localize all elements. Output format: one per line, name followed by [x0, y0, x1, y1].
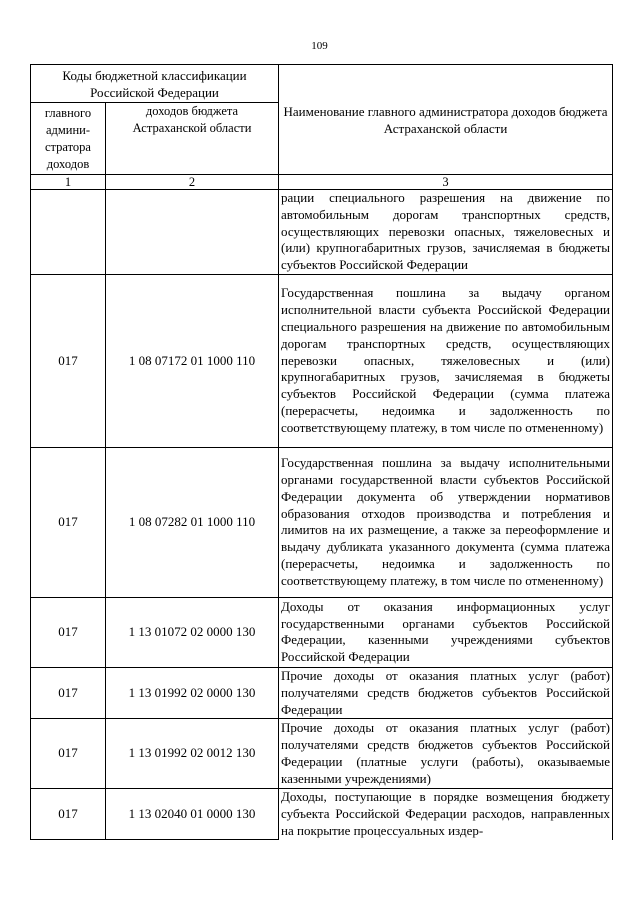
table-row — [31, 789, 613, 840]
column-number: 3 — [279, 175, 613, 190]
income-code-cell: 1 13 01072 02 0000 130 — [106, 597, 279, 667]
description-cell: Государственная пошлина за выдачу органом исполнительной власти субъекта Российской Федерации специального разрешения на движение по автомобильным дорогам транспортных средств, осуществляющих перевозки опасных, тяжеловесных и (или) крупногабаритных грузов, зачисляемая в бюджеты субъектов Российской Федерации (сумма платежа (перерасчеты, недоимка и задолженность по соответствующему платежу, в том числе по отмененному) — [279, 274, 613, 447]
description-cell: Доходы, поступающие в порядке возмещения бюджету субъекта Российской Федерации расходов, направленных на покрытие процессуальных издер- — [279, 789, 613, 840]
table-row — [31, 274, 613, 447]
description-cell: Государственная пошлина за выдачу исполнительными органами государственной власти субъектов Российской Федерации документа об утверждении нормативов образования отходов производства и потребления и лимитов на их размещение, а также за переоформление и выдачу дубликата указанного документа (сумма платежа (перерасчеты, недоимка и задолженность по соответствующему платежу, в том числе по отмененному) — [279, 447, 613, 597]
admin-code-cell: 017 — [31, 597, 106, 667]
description-cell: Прочие доходы от оказания платных услуг (работ) получателями средств бюджетов субъектов Российской Федерации (платные услуги (работы), оказываемые казенными учреждениями) — [279, 719, 613, 789]
admin-code-cell: 017 — [31, 719, 106, 789]
description-cell: Прочие доходы от оказания платных услуг (работ) получателями средств бюджетов субъектов Российской Федерации — [279, 667, 613, 718]
admin-code-cell: 017 — [31, 789, 106, 840]
income-code-cell: 1 08 07282 01 1000 110 — [106, 447, 279, 597]
table-row — [31, 667, 613, 718]
table-row — [31, 190, 613, 275]
description-cell: Доходы от оказания информационных услуг государственными органами субъектов Российской Федерации, казенными учреждениями субъектов Российской Федерации — [279, 597, 613, 667]
header-income-code: доходов бюджета Астраханской области — [106, 103, 279, 175]
admin-code-cell — [31, 190, 106, 275]
admin-code-cell: 017 — [31, 667, 106, 718]
header-main-administrator: главного админи-стратора доходов — [31, 103, 106, 175]
column-number: 1 — [31, 175, 106, 190]
income-code-cell: 1 13 01992 02 0000 130 — [106, 667, 279, 718]
admin-code-cell: 017 — [31, 447, 106, 597]
header-codes-group: Коды бюджетной классификации Российской Федерации — [31, 65, 279, 103]
column-number: 2 — [106, 175, 279, 190]
table-row — [31, 597, 613, 667]
header-administrator-name: Наименование главного администратора доходов бюджета Астраханской области — [279, 65, 613, 175]
income-code-cell — [106, 190, 279, 275]
income-code-cell: 1 13 02040 01 0000 130 — [106, 789, 279, 840]
page-number: 109 — [311, 40, 328, 52]
description-cell: рации специального разрешения на движение по автомобильным дорогам транспортных средств, осуществляющих перевозки опасных, тяжеловесных и (или) крупногабаритных грузов, зачисляемая в бюджеты субъектов Российской Федерации — [279, 190, 613, 275]
table-row — [31, 447, 613, 597]
table-row — [31, 719, 613, 789]
column-number-row — [31, 175, 613, 190]
income-code-cell: 1 08 07172 01 1000 110 — [106, 274, 279, 447]
income-code-cell: 1 13 01992 02 0012 130 — [106, 719, 279, 789]
admin-code-cell: 017 — [31, 274, 106, 447]
budget-classification-table — [30, 64, 613, 840]
